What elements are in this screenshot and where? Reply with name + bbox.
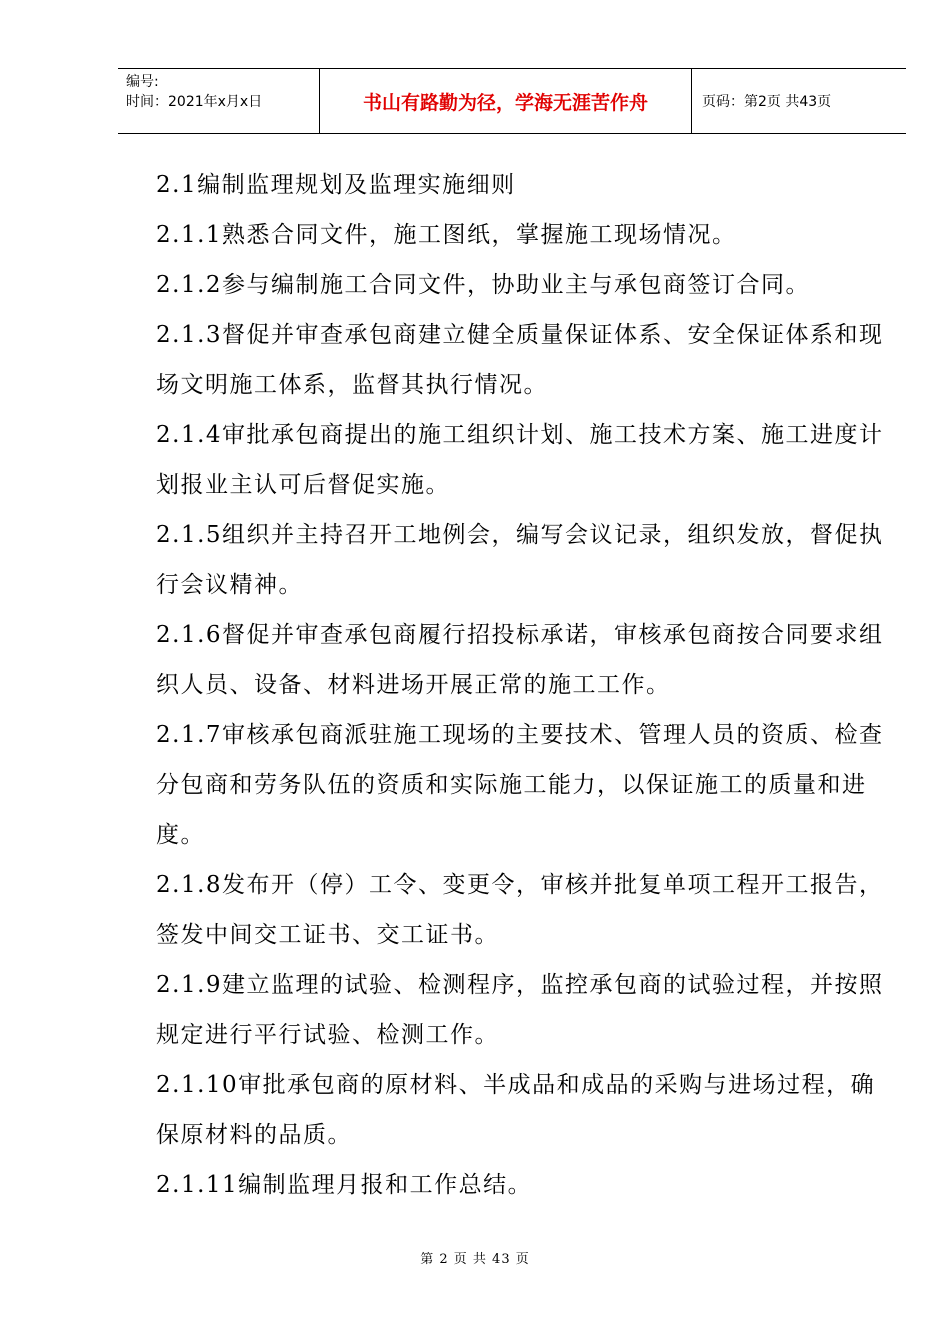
paragraph: 2.1.2参与编制施工合同文件，协助业主与承包商签订合同。 — [156, 272, 811, 298]
document-body — [156, 160, 886, 1210]
paragraph: 2.1.1熟悉合同文件，施工图纸，掌握施工现场情况。 — [156, 222, 737, 248]
paragraph: 2.1.8发布开（停）工令、变更令，审核并批复单项工程开工报告，签发中间交工证书、交工证书。 — [156, 872, 884, 948]
page-footer: 第 2 页 共 43 页 — [420, 1252, 530, 1267]
paragraph: 2.1.11编制监理月报和工作总结。 — [156, 1172, 533, 1198]
doc-number-label: 编号: — [126, 74, 159, 90]
paragraph: 2.1.4审批承包商提出的施工组织计划、施工技术方案、施工进度计划报业主认可后督促实施。 — [156, 422, 884, 498]
header-page-info: 页码：第2页 共43页 — [702, 94, 832, 110]
paragraph: 2.1.7审核承包商派驻施工现场的主要技术、管理人员的资质、检查分包商和劳务队伍的资质和实际施工能力，以保证施工的质量和进度。 — [156, 722, 884, 848]
paragraph: 2.1.6督促并审查承包商履行招投标承诺，审核承包商按合同要求组织人员、设备、材料进场开展正常的施工工作。 — [156, 622, 884, 698]
paragraph: 2.1.3督促并审查承包商建立健全质量保证体系、安全保证体系和现场文明施工体系，监督其执行情况。 — [156, 322, 884, 398]
page-header — [118, 68, 906, 134]
doc-time-label: 时间：2021年x月x日 — [126, 94, 263, 110]
paragraph: 2.1.10审批承包商的原材料、半成品和成品的采购与进场过程，确保原材料的品质。 — [156, 1072, 876, 1148]
header-meta — [118, 69, 320, 133]
paragraph: 2.1.5组织并主持召开工地例会，编写会议记录，组织发放，督促执行会议精神。 — [156, 522, 884, 598]
paragraph: 2.1.9建立监理的试验、检测程序，监控承包商的试验过程，并按照规定进行平行试验、检测工作。 — [156, 972, 884, 1048]
paragraph: 2.1编制监理规划及监理实施细则 — [156, 172, 516, 198]
header-motto: 书山有路勤为径，学海无涯苦作舟 — [320, 69, 692, 133]
